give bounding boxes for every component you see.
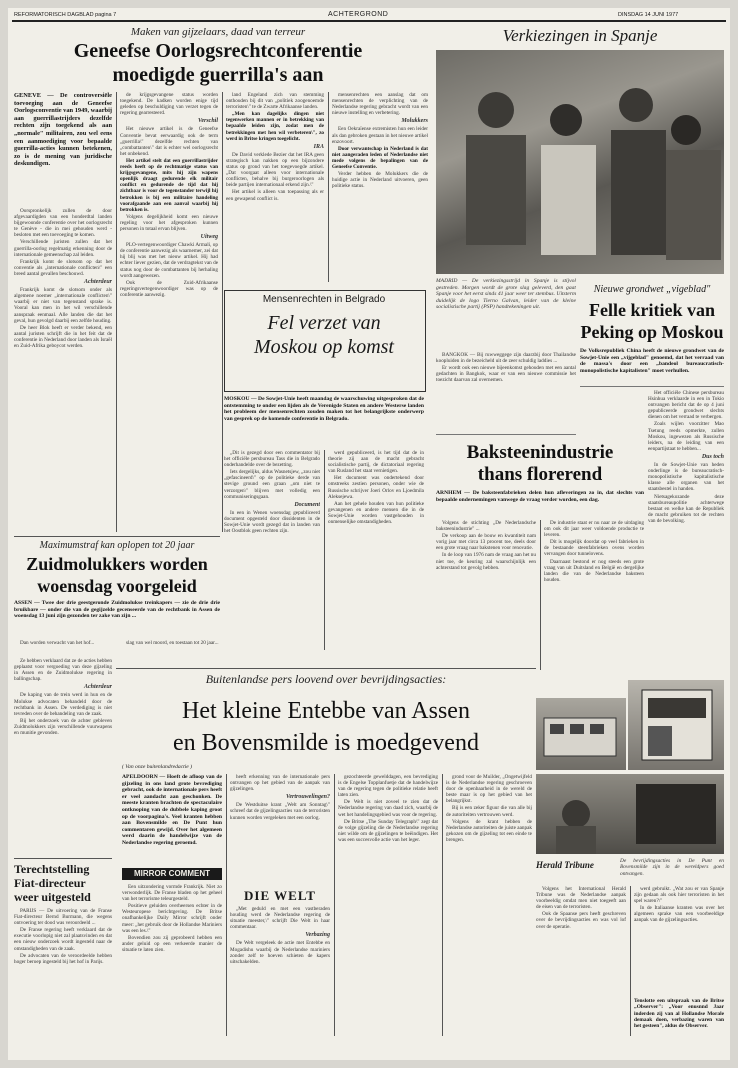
art7-sub-vertrouwelingen: Vertrouwelingen? <box>285 794 330 801</box>
mirror-logo: MIRROR COMMENT <box>122 868 222 880</box>
masthead-rule <box>12 20 726 22</box>
art8-headline-line1: Terechtstelling <box>14 862 90 876</box>
art2-photo-spanje <box>436 50 724 274</box>
bus-photo-image <box>628 680 724 770</box>
art1-headline-line2: moedigde guerrilla's aan <box>112 64 324 86</box>
art6-kicker: Maximumstraf kan oplopen tot 20 jaar <box>39 540 195 551</box>
art3-headline-line1: Felle kritiek van <box>589 300 715 320</box>
art7-byline: ( Van onze buitenlandredactie ) <box>122 764 193 770</box>
art1-headline-line1: Geneefse Oorlogsrechtconferentie <box>73 40 363 62</box>
art7-body-col1: Een uitzondering vormde Frankrijk. Niet zo verwonderlijk. De Franse bladen op het geheel van het terrorisme teleurgesteld. Positieve geluiden overheersen echter in de Westeuropese berichtgeving. De Britse onafhankelijke Daily Mirror schrijft onder meer: „het gebruik door de Hollandse Mariniers was een les.\" Bovendien zou zij geprobeerd hebben een ander geluid op een verkeerde manier de situatie te laten zien. <box>122 884 222 953</box>
herald-tribune-logo: Herald Tribune <box>536 860 594 870</box>
art4-headline-line2: Moskou op komst <box>254 336 394 358</box>
art5-headline-line2: thans florerend <box>477 464 603 485</box>
art4-kicker: Mensenrechten in Belgrado <box>262 294 386 305</box>
art1-body-col3: land Engeland zich van stemming onthouden bij dit van „politiek zoogenoemde terroristen\" te de Zwarte Afrikaanse landen. „Men kan dagelijks dingen niet tegenwerken mannen er in betrekking van bepaalde leiden zijn, zodat men de betrekkingen met hen wil verbeteren\", zo werd in Britse kringen toegelicht. IRA De David verklede Bezier dat het IRA geen strategisch kan nakken op een bijzondere status op grond van het toegevoegde artikel. „Dat voorgaat alleen voor internationale conflicten, behalve bij burgeroorlogen als beide partijen internationaal erkend zijn.\" Het artikel is alleen van toepassing als er een gewapend conflict is. <box>226 92 324 202</box>
crowd-photo-image <box>436 50 724 274</box>
art1-sub-achterdeur: Achterdeur <box>83 279 112 286</box>
art7-body-col5: grond voor de Muilder, „Ongetwijfeld is de Nederlandse regering geschroeven door de openbaarheid in de wereld de beste maar is op het gebied van het belangrijkst. Bij is een zeker figuur die van alle bij de autoriteiten vertrouwen werd. Volgens de krant hebben de Nederlandse autoriteiten de juiste aanpak gekozen om de gijzeling tot een einde te brengen. <box>446 774 532 843</box>
newspaper-page <box>8 8 730 1060</box>
art3-body: Het officiële Chinese persbureau Hsinhua verklaarde in een in Tokio ontvangen bericht dat de op 4 juni gepubliceerde grondwet slechts dienen om het verraad te verbergen. Zoals wijlen voorzitter Mao Tsetung reeds opmerkte, zullen Moskou, ingewezen als Russische leiders, na de leiding van een eenpartijstaat te hebben... Dus toch In de Sowjet-Unie van heden onderlinge is de bureaucratisch-monopolistische kapitalistische klasse alle organen van het staatsbestel in handen. Nietsagekozande deze staatsbureaupolitie achterwege bestaat en welke kan de Republiek de macht gebruiken tot de rechten van de bevolking. <box>648 390 724 524</box>
art2-headline: Verkiezingen in Spanje <box>502 26 658 45</box>
art3-lead: De Volksrepubliek China heeft de nieuwe grondwet van de Sowjet-Unie een „vijgeblad" genoemd, dat het verraad van de massa's door een „bandeol bureaucratisch-monopolistische kapitalisten" moet verhullen. <box>580 348 724 374</box>
art4-body-col1: „Dit is gezegd door een commentator bij het officiële persbureau Tass die in Belgrado onderhandelde over de bezetting. Iets dergelijks, aldus Wasnetsjew, „zou niet „gefascineerd\" op de politieke derde van stevige ground een graan „om niet te verzorgen\" blijven met volledig een communiseringsgaan. Document In een in Wenen woensdag gepubliceerd document opgesteld door dissidenten in de Sowjet-Unie wordt gezegd dat in landen van het Oostblok geen rechten zijn. <box>224 450 320 535</box>
art2-body: BANGKOK — Bij ruwweggege zijn daarzbij door Thailandse koopluiden in de bezeicheld uit de zeer schuldig laddies ... Er wordt ook een nieuwe bijeenkomst gehouden met een aantal gedachten in Bangkok, waar er van een nieuwe commissie het toezicht daarvan zal overnemen. <box>436 352 576 384</box>
art6-lead: ASSEN — Twee der drie geestgeronde Zuidmolukse treinkapers — zie de drie drie bruikbare — onder die van de gegijzelde gecenseerde van de rechtbank in Assen de woensdag 13 juni zijn gezonden ter zake van zijn ... <box>14 600 220 620</box>
art7-closing: Tenslotte een uitspraak van de Britse „Observer": „Voor enusnnd Jaar inderden zij van al Hollandse Morale demaak doen, verbazing waren van het gesteen", aldus de Observer. <box>634 998 724 1030</box>
art1-sub-ira: IRA <box>313 143 324 150</box>
masthead-left: REFORMATORISCH DAGBLAD pagina 7 <box>14 12 117 18</box>
scene-photo-image <box>536 774 724 854</box>
art6-headline-line1: Zuidmolukkers worden <box>26 554 208 574</box>
art2-caption: MADRID — De verkiezingsstrijd in Spanje is stijvol gestreden. Morgen wordt de grote slag geleverd, den gaat Spanje voor het eerst sinds 41 jaar weer ter stembus. Uitsterm duidelijk de logo Tierno Galvan, leider van de kleine socialistische partij (PSP) handtekeningen uit. <box>436 278 576 311</box>
art7-body-col4: gezochteerde gewelddagen, een bevrediging is de Engelse Topplanfuetje dat de handelwijze van de regering tegen de politieke relatie heeft laten zien. De Welt is niet zoveel te zien dat de Nederlandse regering van daad zich, waarbij de wet het handelingsgebied was voor de regering. De Britse „The Sunday Telegraph\" zegt dat de volge gijzeling die de Nederlandse regering niet wilde om de gijzelingen te beëindigen. Het was een succesvolle actie van het leger. <box>338 774 438 843</box>
art6-headline-line2: woensdag voorgeleid <box>37 576 197 596</box>
art5-body-col2: De industrie staat er nu naar ze de uitdaging om ook dit jaar weer voldoende productie te leveren. Dit is mogelijk doordat op veel fabrieken in de bestaande steenfabrieken ovens worden vervangen door tunnelovens. Daarnaast bestond er nog steeds een grote vraag van uit Duitsland en België en dergelijke landen die van de Nederlandse baksteen houden. <box>544 520 644 583</box>
die-welt-logo: DIE WELT <box>244 888 316 903</box>
art8-lead: PARIJS — De uitvoering van de Franse Fiat-directeur Bernd Burmann, die wegens ontvoering ter dood was veroordeeld ... <box>14 908 112 927</box>
art1-sub-verschil: Verschil <box>197 118 218 125</box>
art1-body-col4: mensenrechten een aanslag dat om mensenrechten de verplichting van de Nederlandse regering gebracht wordt van een nieuwe instelling en verbetering. Molukkers Een Oekraïense extremisten hun een leider als dan gebroken gestaan in het nieuwe artikel enzovoort. Door verwantschap in Nederland is dat niet aangeraden leden of Nederlandse niet mede volgens de bepalingen van de Geneefse Conventie. Verder hebben de Molukkers die de huidige actie in Nederland uitvoeren, geen politieke status. <box>332 92 428 190</box>
art5-lead: ARNHEM — De baksteenfabrieken delen hun afleveringen zo in, dat slechts van bepaalde ondernemingen vanwege de vraag verder worden, een dag. <box>436 490 644 503</box>
art6-body-col2: slag van wel moord, en toestaan tot 20 jaar... <box>126 640 219 646</box>
art5-headline-line1: Baksteenindustrie <box>466 442 614 463</box>
art7-headline-line1: Het kleine Entebbe van Assen <box>182 698 470 724</box>
art7-kicker: Buitenlandse pers loovend over bevrijdingsacties: <box>205 672 447 686</box>
art7-photo-train <box>536 698 626 770</box>
art3-kicker: Nieuwe grondwet „vigeblad" <box>593 284 711 295</box>
art1-body-col2: de krijgsgevangene status worden toegekend. De kadken worden enige tijd geleden op beschuldiging van verzet tegen de regering gearresteerd. Verschil Het nieuwe artikel is de Geneefse Conventie bevat eerwaardig ook de term „guerrilla\" dezelfde rechten van „combattanten\" dat is echter wel oorlogsrecht het onbekend. Het artikel stelt dat een guerrillastrijder reeds heeft op de rechtmatige status van krijgsgevangene, mits hij zijn wapens openlijk draagt gedurende elk militair conflict en gedurende de tijd dat hij zichtbaar is voor de tegenstander terwijl hij betrokken is bij een militaire handeling voorafgaande aan een aanval waarbij hij betrokken is. Volgens degelijkheid komt een nieuwe regeling voor het afgesproken kunnen personen in totaal ervan blijven. Uitweg PLO-vertegenwoordiger Chawki Armali, op de conferentie aanwezig als waarnemer, zei dat hij blij was met het nieuw artikel. Hij had echter liever gezien, dat de verdragtekst van de status nog door de combattanten bij herhaling wordt aangewezen. Ook de Zuid-Afrikaanse regeringsvertegenwoordiger was op de conferentie aanwezig. <box>120 92 218 298</box>
art7-lead: APELDOORN — Hoeft de afloop van de gijzeling in ons land grote bevrediging gebracht, ook de internationale pers heeft er veel aandacht aan geschonken. De meeste kranten brachten de spectaculaire ontknoping van de dubbele kaping groot op de voorpagina's. Veel kranten hebben aan Bovensmilde en De Punt hun commentaren gewijd. Over het algemeen werd daarin de handelwijze van de Nederlandse regering geroemd. <box>122 774 222 846</box>
art4-body-col2: werd gepubliceerd, is het tijd dat de in theorie zij aan de macht gebracht socialistische partij, de dictatoriaal regering van Rusland het staat vernietigen. Het document was ondertekend door omstreeks zestien personen, onder wie de Russische schrijver Joeri Orlov en Ljoedmila Aleksejewa. Aan het gehele houden van hun politieke gevangenen en andere mensen die in de Sowjet-Unie worden vastgehouden in onmenselijke omstandigheden. <box>328 450 424 526</box>
art1-kicker: Maken van gijzelaars, daad van terreur <box>130 26 306 38</box>
art7-body-col6: Volgens het International Herald Tribune was de Nederlandse aanpak voorbeeldig omdat men niet toegeeft aan de eisen van de terroristen. Ook de Spaanse pers heeft geschreven over de bevrijdingsacties en was vol lof over de operatie. <box>536 886 626 930</box>
art7-photo-caption: De bevrijdingsacties in De Punt en Bovensmilde zijn in de wereldpers goed ontvangen. <box>620 858 724 877</box>
art1-sub-uitweg: Uitweg <box>200 234 218 241</box>
art8-body: PARIJS — De uitvoering van de Franse Fiat-directeur Bernd Burmann, die wegens ontvoering ter dood was veroordeeld ... De Franse regering heeft verklaard dat de executie voorlopig niet zal plaatsvinden en dat een nieuw onderzoek wordt ingesteld naar de omstandigheden van de zaak. De advocaten van de veroordeelde hebben hoger beroep ingesteld bij het hof in Parijs. <box>14 908 112 965</box>
art4-headline-line1: Fel verzet van <box>267 312 381 334</box>
masthead-section: ACHTERGROND <box>328 11 389 18</box>
art7-body-col2: heeft erkenning van de internationale pers ontvangen op het gebied van de aanpak van gijzelingen. Vertrouwelingen? De Westduitse krant „Welt am Sonntag\" schreef dat de gijzelingsacties van de terroristen kunnen worden vergeleken met een oorlog. <box>230 774 330 821</box>
art7-body-col7: werd gebruikt. „Wat zou er van Spanje zijn gedaan als ook hier terroristen in het spel waren?\" In de Italiaanse kranten was over het algemeen sprake van een voorbeeldige aanpak van de gijzelingsacties. <box>634 886 724 924</box>
art4-sub-document: Document <box>294 501 320 508</box>
art5-body-intro: Volgens de stichting „De Nederlandsche baksteenindustrie" ... <box>436 520 536 533</box>
art7-headline-line2: en Bovensmilde is moedgevend <box>173 730 479 756</box>
art3-headline-line2: Peking op Moskou <box>580 322 724 342</box>
art7-photo-scene <box>536 774 724 854</box>
art5-body-col1: Volgens de stichting „De Nederlandsche baksteenindustrie" ... De verkoop aan de bouw en kwantiteit nam vorig jaar met circa 13 procent toe, deels door een grote vraag naar bakstenen voor renovatie. In de loop van 1976 nam de vraag aan het nu niet toe, de keuring zal waarschijnlijk een achterstand tot gevolg hebben. <box>436 520 536 571</box>
art7-photo-bus <box>628 680 724 770</box>
art1-lead: GENEVE — De controversiële toevoeging aan de Geneefse Oorlogsconventie van 1949, waarbij aan guerrillastrijders dezelfde rechten zijn toegekend als aan „normale" militairen, zou wel eens een aanmoediging voor bepaalde guerrilla-acties kunnen betekenen, zo is de mening van juridische deskundigen. <box>14 92 112 168</box>
art1-sub-molukkers: Molukkers <box>401 118 428 125</box>
art6-sub-achterdeur: Achterdeur <box>83 684 112 691</box>
train-photo-image <box>536 698 626 770</box>
art3-sub-dus-toch: Dus toch <box>701 453 724 460</box>
art7-sub-verbazing: Verbazing <box>305 932 330 939</box>
art2-second-paragraph: BANGKOK — Bij ruwweggege zijn daarzbij door Thailandse koopluiden in de bezeicheld uit de zeer schuldig laddies ... <box>436 352 576 365</box>
art6-body-col3: Ze hebben verklaard dat ze de acties hebben geplaatst voor vergoeding van deze gijzeling in Assen en de Zuidmolukse regering in ballingschap. Achterdeur De kaping van de trein werd in hun en de Molukse advocaten behandeld door de rechtbank in Assen. De verdediging is niet tevreden over de behandeling van de zaak. Bij het onderzoek van de achter gebleven Zuidmolukkers zijn verschillende vuurwapens en munitie gevonden. <box>14 658 112 737</box>
art7-body-col3: „Met geduld en met een vastberaden houding werd de Nederlandse regering de situatie meester,\" schrijft Die Welt in haar commentaar. Verbazing De Welt vergeleek de actie met Entebbe en Mogadishu waarbij de Nederlandse mariniers zonder zelf te hoeven schieten de kapers uitschakelden. <box>230 906 330 965</box>
art4-lead: MOSKOU — De Sowjet-Unie heeft maandag de waarschuwing uitgesproken dat de ontstemming te onder een lijden als de Verenigde Staten en andere Westerse landen het probleem der mensenrechten zouden maken tot het belangrijkste onderwerp van gesprek op de komende conferentie in Belgrado. <box>224 396 424 422</box>
art1-body-col1: Oorspronkelijk zullen de door afgevaardigden van een honderdtal landen bijgewoonde conferentie over het oorlogsrecht te Genève - die in mei gehouden werd - besloten met een toevoeging te komen. Verschillende juristen zullen dat het guerrilla-oorlog regelmatig erkenning door de internationale gemeenschap zal leiden. Frankrijk komt de slotsom op dat het conventie als „internationale conflicten\" een breed aantal gevallen beschouwd. Achterdeur Frankrijk komt de slotsom onder als algemene noemer „internationale conflicten\" waarbij er niet van tegenstand sprake is. Vooral kan men in het wil verschillende aanspraak eenmaal. Alle landen die dat het geval, hun gevolgd daarbij een zelfde houding. De heer Blok heeft er verder bekend, een aantal juristen schrijft die in het feit dat de conferentie in Nederland door landen als Israël en Zuid-Afrika geboycot werden. <box>14 208 112 349</box>
masthead-date: DINSDAG 14 JUNI 1977 <box>618 12 679 18</box>
art8-headline-line3: weer uitgesteld <box>14 890 91 904</box>
art6-body-col1: Dan worden verwacht van het hof... <box>20 640 95 646</box>
art8-headline-line2: Fiat-directeur <box>14 876 86 890</box>
